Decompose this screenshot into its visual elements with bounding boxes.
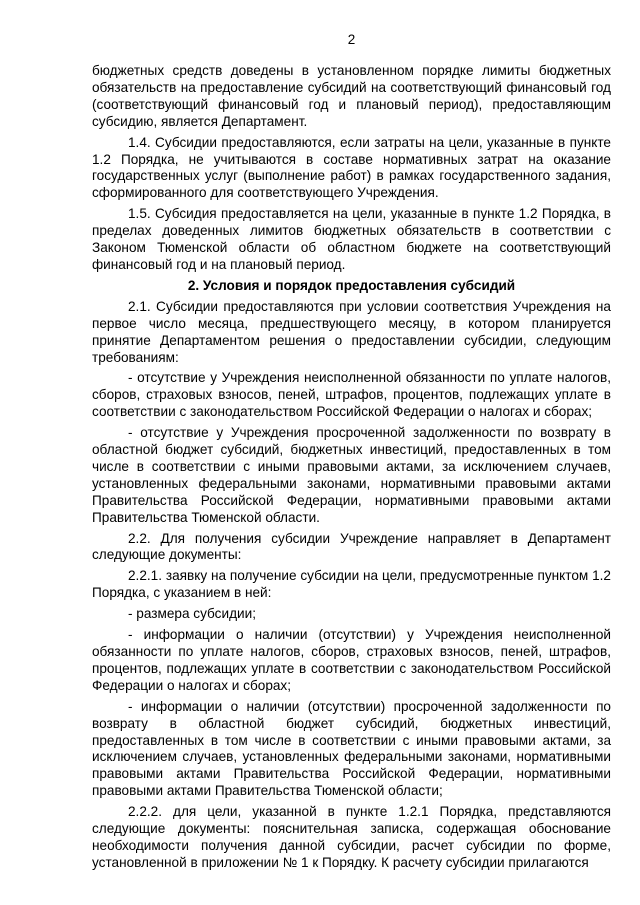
list-item-overdue-info: - информации о наличии (отсутствии) просроченной задолженности по возврату в областной бюджет субсидий, бюджетных инвестиций, предоставленных в том числе в соответствии с иными правовыми актами, за исключением случаев, установленных федеральными законами, нормативными правовыми актами Правительства Российской Федерации, нормативными правовыми актами Правительства Тюменской области; <box>92 698 611 799</box>
paragraph-2-2: 2.2. Для получения субсидии Учреждение направляет в Департамент следующие документы: <box>92 530 611 563</box>
list-item-tax-info: - информации о наличии (отсутствии) у Учреждения неисполненной обязанности по уплате налогов, сборов, страховых взносов, пеней, штрафов, процентов, подлежащих уплате в соответствии с законодательством Российской Федерации о налогах и сборах; <box>92 627 611 693</box>
paragraph-2-1: 2.1. Субсидии предоставляются при условии соответствия Учреждения на первое число месяца, предшествующего месяцу, в котором планируется принятие Департаментом решения о предоставлении субсидии, следующим требованиям: <box>92 298 611 365</box>
paragraph-budget-limits: бюджетных средств доведены в установленном порядке лимиты бюджетных обязательств на предоставление субсидий на соответствующий финансовый год (соответствующий финансовый год и плановый период), предоставляющим субсидию, является Департамент. <box>92 63 611 129</box>
paragraph-2-2-2: 2.2.2. для цели, указанной в пункте 1.2.1 Порядка, представляются следующие документы: пояснительная записка, содержащая обоснование необходимости получения данной субсидии, расчет субсидии по форме, установленной в приложении № 1 к Порядку. К расчету субсидии прилагаются <box>92 804 611 870</box>
paragraph-1-5: 1.5. Субсидия предоставляется на цели, указанные в пункте 1.2 Порядка, в пределах доведенных лимитов бюджетных обязательств в соответствии с Законом Тюменской области об областном бюджете на соответствующий финансовый год и на плановый период. <box>92 206 611 272</box>
list-item-subsidy-amount: - размера субсидии; <box>128 606 256 622</box>
document-body <box>92 63 611 872</box>
list-item-no-overdue-debt: - отсутствие у Учреждения просроченной задолженности по возврату в областной бюджет субсидий, бюджетных инвестиций, предоставленных в том числе в соответствии с иными правовыми актами, за исключением случаев, установленных федеральными законами, нормативными правовыми актами Правительства Российской Федерации, нормативными правовыми актами Правительства Тюменской области. <box>92 425 611 525</box>
page-number: 2 <box>347 32 356 47</box>
paragraph-2-2-1: 2.2.1. заявку на получение субсидии на цели, предусмотренные пунктом 1.2 Порядка, с указанием в ней: <box>92 568 611 601</box>
list-item-no-tax-debt: - отсутствие у Учреждения неисполненной обязанности по уплате налогов, сборов, страховых взносов, пеней, штрафов, процентов, подлежащих уплате в соответствии с законодательством Российской Федерации о налогах и сборах; <box>92 370 611 420</box>
section-heading-2: 2. Условия и порядок предоставления субсидий <box>187 277 516 293</box>
paragraph-1-4: 1.4. Субсидии предоставляются, если затраты на цели, указанные в пункте 1.2 Порядка, не учитываются в составе нормативных затрат на оказание государственных услуг (выполнение работ) в рамках государственного задания, сформированного для соответствующего Учреждения. <box>92 134 611 201</box>
